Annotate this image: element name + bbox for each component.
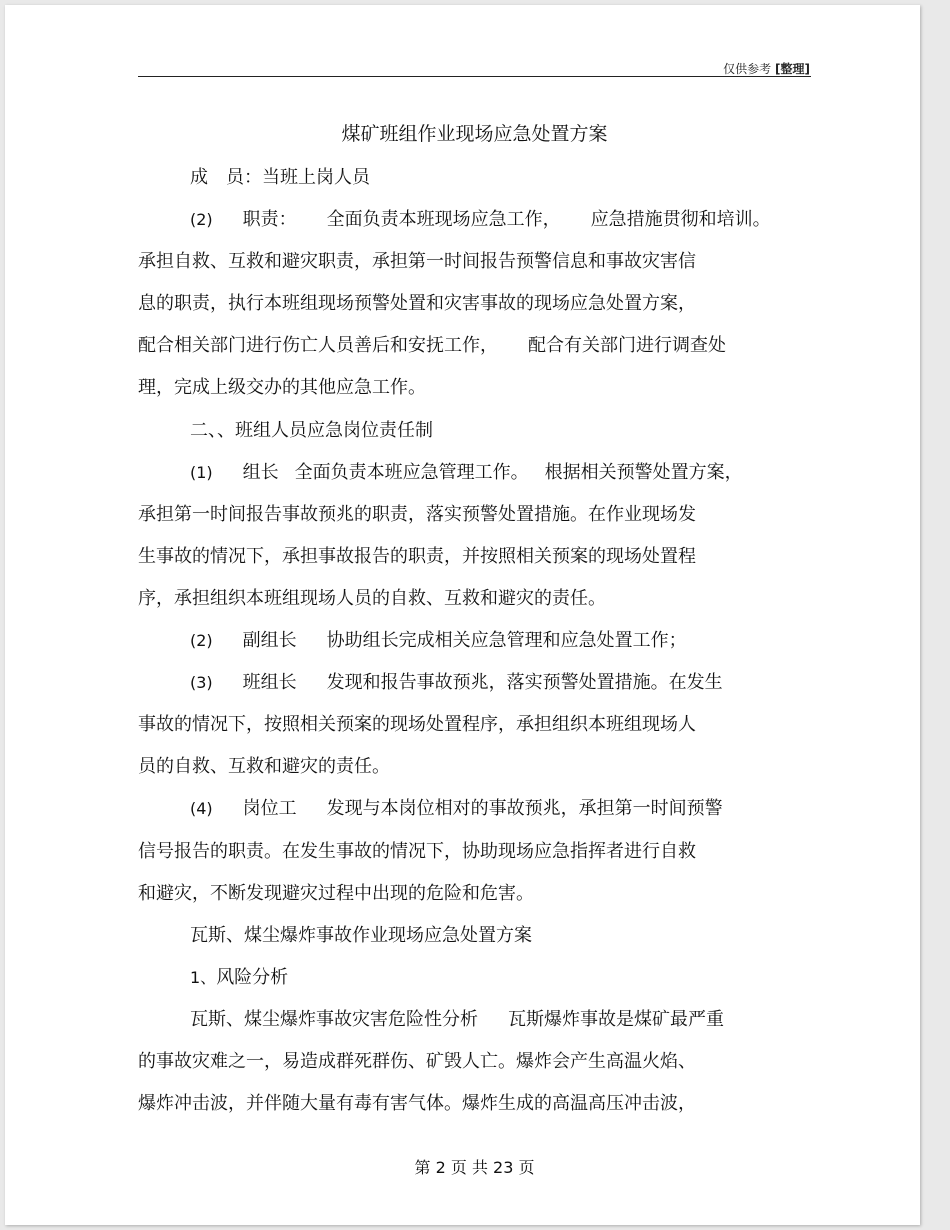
document-title: 煤矿班组作业现场应急处置方案 bbox=[341, 123, 608, 145]
duty-text-4b: 配合有关部门进行调查处 bbox=[528, 335, 726, 357]
leader-text-1: 全面负责本班应急管理工作。 bbox=[294, 461, 529, 483]
header-tag: [整理] bbox=[775, 62, 810, 76]
risk-analysis-heading bbox=[138, 957, 818, 999]
members-label: 成 员： bbox=[190, 167, 262, 188]
header-divider bbox=[138, 76, 811, 77]
duty-line-5: 理，完成上级交办的其他应急工作。 bbox=[138, 377, 426, 399]
footer-suffix: 页 bbox=[518, 1158, 535, 1177]
members-line bbox=[138, 157, 818, 199]
leader-line-1 bbox=[138, 452, 818, 494]
team-leader-number: (3) bbox=[190, 673, 213, 693]
footer-prefix: 第 bbox=[414, 1158, 431, 1177]
duty-line-1 bbox=[138, 199, 818, 241]
team-leader-line-3: 员的自救、互救和避灾的责任。 bbox=[138, 756, 390, 778]
team-leader-line-2: 事故的情况下，按照相关预案的现场处置程序，承担组织本班组现场人 bbox=[138, 714, 696, 736]
current-page-number: 2 bbox=[435, 1158, 446, 1177]
risk-analysis-title: 风险分析 bbox=[216, 966, 289, 988]
leader-line-3: 生事故的情况下，承担事故报告的职责，并按照相关预案的现场处置程 bbox=[138, 545, 696, 567]
worker-role: 岗位工 bbox=[242, 798, 297, 820]
duty-line-2: 承担自救、互救和避灾职责，承担第一时间报告预警信息和事故灾害信 bbox=[138, 251, 696, 273]
duty-text-4a: 配合相关部门进行伤亡人员善后和安抚工作， bbox=[138, 335, 498, 357]
header-note-text: 仅供参考 bbox=[723, 62, 772, 76]
gas-line-1 bbox=[138, 999, 818, 1041]
gas-text-1a: 瓦斯、煤尘爆炸事故灾害危险性分析 bbox=[190, 1008, 478, 1030]
duty-text-1: 全面负责本班现场应急工作， bbox=[326, 209, 561, 231]
document-body bbox=[138, 157, 818, 1125]
gas-section-heading: 瓦斯、煤尘爆炸事故作业现场应急处置方案 bbox=[190, 924, 532, 946]
leader-text-2: 根据相关预警处置方案， bbox=[544, 461, 743, 483]
page-footer bbox=[138, 1155, 811, 1178]
duty-label: 职责： bbox=[242, 209, 297, 231]
deputy-role: 副组长 bbox=[242, 630, 297, 652]
total-page-number: 23 bbox=[493, 1158, 514, 1177]
leader-number: (1) bbox=[190, 462, 213, 482]
duty-line-3: 息的职责，执行本班组现场预警处置和灾害事故的现场应急处置方案， bbox=[138, 293, 696, 315]
team-leader-line-1 bbox=[138, 662, 818, 704]
leader-line-4: 序，承担组织本班组现场人员的自救、互救和避灾的责任。 bbox=[138, 587, 606, 609]
gas-line-2: 的事故灾难之一，易造成群死群伤、矿毁人亡。爆炸会产生高温火焰、 bbox=[138, 1050, 696, 1072]
duty-text-2: 应急措施贯彻和培训。 bbox=[590, 209, 771, 231]
section2-heading: 二、、班组人员应急岗位责任制 bbox=[190, 419, 433, 441]
leader-line-2: 承担第一时间报告事故预兆的职责，落实预警处置措施。在作业现场发 bbox=[138, 503, 696, 525]
duty-number: (2) bbox=[190, 210, 213, 230]
worker-number: (4) bbox=[190, 799, 213, 819]
footer-mid: 页 共 bbox=[450, 1158, 488, 1177]
risk-analysis-number: 1、 bbox=[190, 967, 217, 987]
deputy-number: (2) bbox=[190, 631, 213, 651]
worker-line-1 bbox=[138, 788, 818, 830]
leader-role: 组长 bbox=[242, 461, 279, 483]
deputy-line bbox=[138, 620, 818, 662]
header-note bbox=[723, 60, 810, 77]
gas-line-3: 爆炸冲击波，并伴随大量有毒有害气体。爆炸生成的高温高压冲击波， bbox=[138, 1093, 696, 1115]
deputy-text: 协助组长完成相关应急管理和应急处置工作； bbox=[326, 630, 687, 652]
members-value: 当班上岗人员 bbox=[262, 167, 370, 188]
worker-line-3: 和避灾，不断发现避灾过程中出现的危险和危害。 bbox=[138, 882, 534, 904]
team-leader-role: 班组长 bbox=[242, 672, 297, 694]
document-page bbox=[5, 5, 920, 1225]
duty-line-4 bbox=[138, 325, 818, 367]
worker-text-1: 发现与本岗位相对的事故预兆，承担第一时间预警 bbox=[326, 798, 723, 820]
gas-text-1b: 瓦斯爆炸事故是煤矿最严重 bbox=[508, 1008, 724, 1030]
worker-line-2: 信号报告的职责。在发生事故的情况下，协助现场应急指挥者进行自救 bbox=[138, 840, 696, 862]
team-leader-text-1: 发现和报告事故预兆，落实预警处置措施。在发生 bbox=[326, 672, 723, 694]
